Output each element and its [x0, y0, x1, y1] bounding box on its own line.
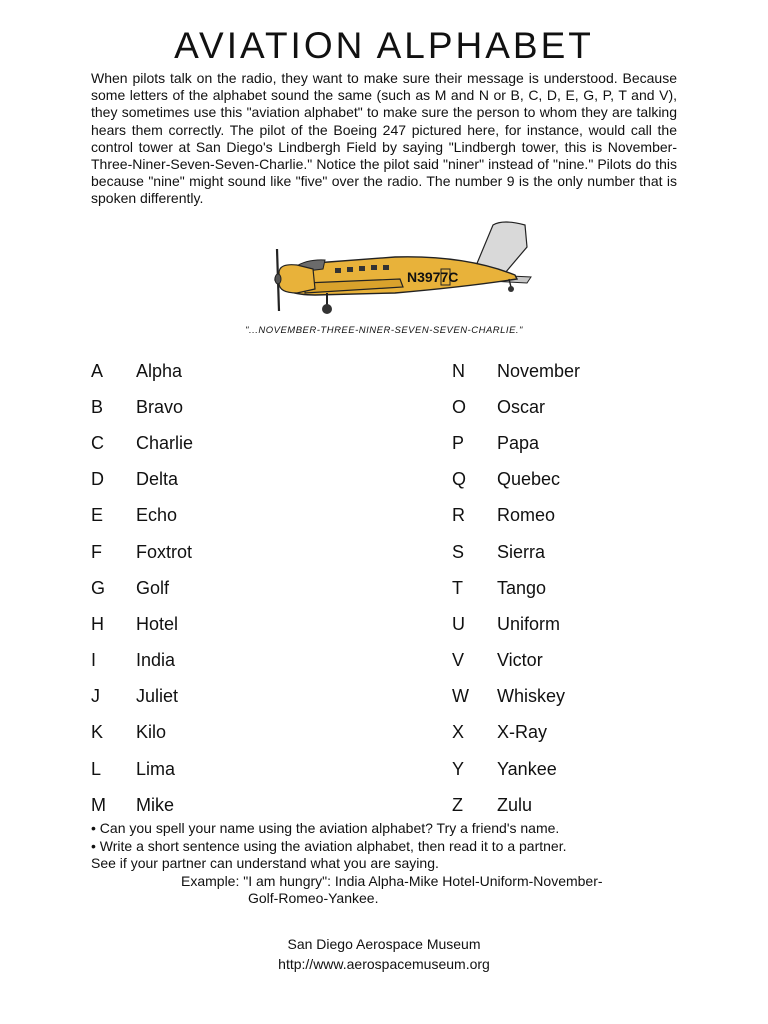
alphabet-row	[452, 389, 580, 425]
alphabet-letter: C	[91, 432, 104, 453]
alphabet-letter: X	[452, 722, 465, 743]
alphabet-letter: J	[91, 686, 100, 707]
intro-paragraph: When pilots talk on the radio, they want to make sure their message is understood. Because some letters of the alphabet sound the same (such as M and N or B, C, D, E, G, P, T and V), they sometimes use this "aviation alphabet" to make sure the person to whom they are talking hears them correctly. The pilot of the Boeing 247 pictured here, for instance, would call the control tower at San Diego's Lindbergh Field by saying "Lindbergh tower, this is November-Three-Niner-Seven-Seven-Charlie." Notice the pilot said "niner" instead of "nine." Pilots do this because "nine" might sound like "five" over the radio. The number 9 is the only number that is spoken differently.	[91, 70, 677, 207]
alphabet-row	[452, 679, 580, 715]
alphabet-letter: L	[91, 758, 102, 779]
alphabet-codeword: Alpha	[136, 360, 183, 381]
alphabet-letter: Z	[452, 794, 463, 815]
alphabet-codeword: Tango	[497, 577, 547, 598]
exercise-item: • Can you spell your name using the aviation alphabet? Try a friend's name.	[91, 820, 560, 836]
alphabet-codeword: Oscar	[497, 396, 546, 417]
engine-nacelle	[279, 265, 315, 293]
alphabet-codeword: India	[136, 650, 176, 671]
alphabet-codeword: Whiskey	[497, 686, 566, 707]
landing-gear-wheel	[322, 304, 332, 314]
example-line: Example: "I am hungry": India Alpha-Mike Hotel-Uniform-November-	[181, 872, 603, 889]
alphabet-codeword: Bravo	[136, 396, 184, 417]
alphabet-row	[91, 353, 193, 389]
alphabet-row	[91, 462, 193, 498]
alphabet-row	[91, 389, 193, 425]
alphabet-row	[452, 353, 580, 389]
exercise-item-continued: See if your partner can understand what you are saying.	[91, 855, 439, 871]
alphabet-codeword: Juliet	[136, 686, 179, 707]
tail-wheel	[508, 286, 514, 292]
alphabet-codeword: Kilo	[136, 722, 167, 743]
alphabet-row	[452, 498, 580, 534]
alphabet-row	[452, 751, 580, 787]
exercise-item: • Write a short sentence using the aviation alphabet, then read it to a partner.	[91, 837, 567, 854]
alphabet-codeword: Victor	[497, 650, 543, 671]
alphabet-letter: H	[91, 613, 104, 634]
alphabet-column-left	[91, 353, 193, 823]
alphabet-row	[452, 425, 580, 461]
alphabet-letter: O	[452, 396, 467, 417]
alphabet-letter: B	[91, 396, 104, 417]
alphabet-letter: K	[91, 722, 104, 743]
alphabet-letter: D	[91, 469, 104, 490]
alphabet-row	[452, 787, 580, 823]
alphabet-letter: V	[452, 650, 465, 671]
alphabet-letter: A	[91, 360, 104, 381]
alphabet-codeword: X-Ray	[497, 722, 548, 743]
alphabet-codeword: Zulu	[497, 794, 533, 815]
alphabet-row	[91, 534, 193, 570]
alphabet-letter: S	[452, 541, 465, 562]
alphabet-row	[91, 606, 193, 642]
example-line-continued: Golf-Romeo-Yankee.	[248, 890, 379, 906]
alphabet-codeword: Delta	[136, 469, 179, 490]
alphabet-row	[452, 462, 580, 498]
alphabet-letter: Q	[452, 469, 467, 490]
alphabet-codeword: Quebec	[497, 469, 561, 490]
alphabet-codeword: Yankee	[497, 758, 557, 779]
alphabet-codeword: November	[497, 360, 581, 381]
alphabet-row	[91, 679, 193, 715]
footer-url[interactable]: http://www.aerospacemuseum.org	[278, 956, 490, 972]
footer-org: San Diego Aerospace Museum	[287, 936, 481, 952]
plane-caption: "...NOVEMBER-THREE-NINER-SEVEN-SEVEN-CHARLIE."	[245, 325, 523, 336]
alphabet-letter: G	[91, 577, 106, 598]
alphabet-codeword: Papa	[497, 432, 540, 453]
alphabet-letter: W	[452, 686, 469, 707]
alphabet-codeword: Mike	[136, 794, 175, 815]
alphabet-letter: I	[91, 650, 97, 671]
alphabet-row	[452, 715, 580, 751]
footer	[0, 934, 768, 974]
alphabet-letter: P	[452, 432, 465, 453]
alphabet-codeword: Lima	[136, 758, 176, 779]
alphabet-codeword: Sierra	[497, 541, 546, 562]
registration-mark: N3977C	[407, 269, 459, 285]
alphabet-codeword: Echo	[136, 505, 178, 526]
alphabet-row	[91, 715, 193, 751]
alphabet-letter: M	[91, 794, 106, 815]
alphabet-row	[452, 534, 580, 570]
alphabet-row	[452, 643, 580, 679]
alphabet-codeword: Romeo	[497, 505, 556, 526]
alphabet-letter: U	[452, 613, 465, 634]
alphabet-row	[91, 425, 193, 461]
boeing-247-illustration	[235, 215, 535, 315]
alphabet-row	[452, 570, 580, 606]
alphabet-codeword: Charlie	[136, 432, 194, 453]
alphabet-letter: T	[452, 577, 463, 598]
alphabet-codeword: Hotel	[136, 613, 179, 634]
page-title: AVIATION ALPHABET	[174, 25, 594, 66]
alphabet-row	[91, 787, 193, 823]
alphabet-row	[452, 606, 580, 642]
alphabet-row	[91, 498, 193, 534]
alphabet-letter: E	[91, 505, 104, 526]
alphabet-letter: N	[452, 360, 465, 381]
alphabet-letter: R	[452, 505, 465, 526]
propeller-hub	[275, 274, 281, 284]
alphabet-letter: Y	[452, 758, 465, 779]
alphabet-codeword: Uniform	[497, 613, 561, 634]
alphabet-row	[91, 751, 193, 787]
alphabet-codeword: Foxtrot	[136, 541, 193, 562]
alphabet-codeword: Golf	[136, 577, 170, 598]
exercises	[91, 820, 691, 908]
alphabet-letter: F	[91, 541, 102, 562]
alphabet-row	[91, 570, 193, 606]
alphabet-column-right	[452, 353, 580, 823]
alphabet-row	[91, 643, 193, 679]
